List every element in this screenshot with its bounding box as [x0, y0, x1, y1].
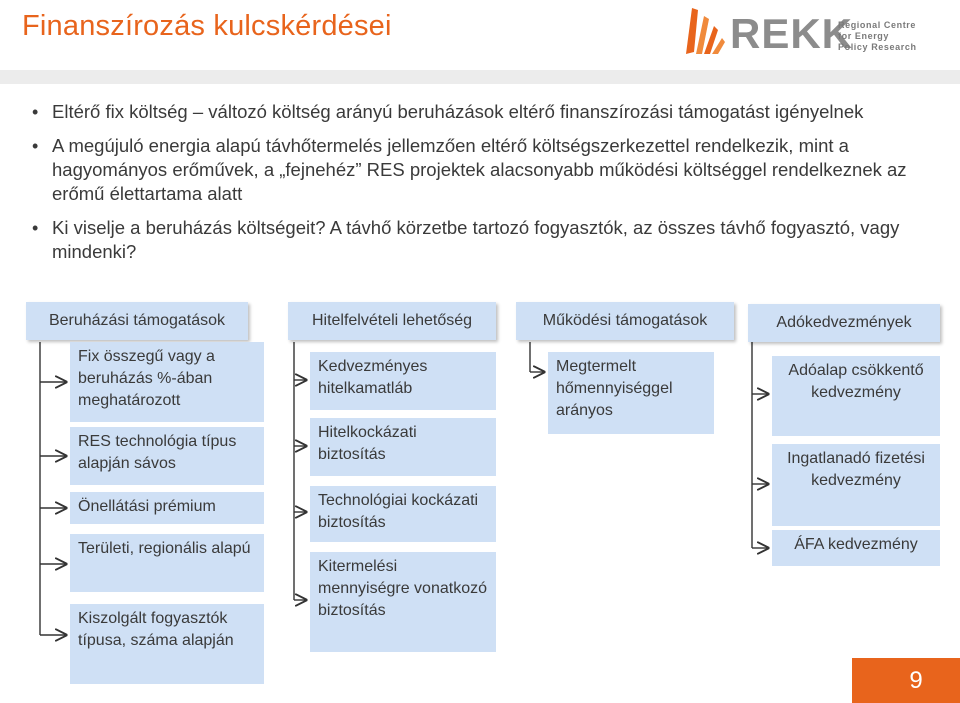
list-item: Technológiai kockázati biztosítás [310, 486, 496, 542]
list-item: Kiszolgált fogyasztók típusa, száma alapján [70, 604, 264, 684]
bullet-item: • A megújuló energia alapú távhőtermelés jellemzően eltérő költségszerkezettel rendelkezik, mint a hagyományos erőművek, a „fejnehéz” RES projektek alacsonyabb működési költséggel rendelkeznek az erőmű élettartama alatt [32, 135, 907, 204]
logo-subtitle-line: Policy Research [838, 42, 917, 52]
logo-word: REKK [730, 10, 854, 57]
list-item: Területi, regionális alapú [70, 534, 264, 592]
list-item: Ingatlanadó fizetési kedvezmény [772, 444, 940, 526]
column-header-beruhazasi: Beruházási támogatások [26, 302, 248, 340]
list-item: Adóalap csökkentő kedvezmény [772, 356, 940, 436]
slide-title: Finanszírozás kulcskérdései [22, 10, 392, 42]
logo-subtitle-line: for Energy [838, 31, 890, 41]
list-item: Hitelkockázati biztosítás [310, 418, 496, 476]
bullet-item: • Eltérő fix költség – változó költség arányú beruházások eltérő finanszírozási támogatást igényelnek [32, 101, 864, 122]
list-item: Önellátási prémium [70, 492, 264, 524]
list-item: Kedvezményes hitelkamatláb [310, 352, 496, 410]
logo-subtitle-line: Regional Centre [838, 20, 917, 30]
bullet-dot-icon: • [32, 136, 39, 156]
bullet-dot-icon: • [32, 218, 39, 238]
list-item: Fix összegű vagy a beruházás %-ában meghatározott [70, 342, 264, 422]
column-header-hitelfelveteli: Hitelfelvételi lehetőség [288, 302, 496, 340]
bullet-dot-icon: • [32, 102, 39, 122]
page-number: 9 [852, 658, 960, 703]
bullet-item: • Ki viselje a beruházás költségeit? A távhő körzetbe tartozó fogyasztók, az összes távhő fogyasztó, vagy mindenki? [32, 217, 900, 262]
list-item: Kitermelési mennyiségre vonatkozó biztosítás [310, 552, 496, 652]
list-item: ÁFA kedvezmény [772, 530, 940, 566]
column-header-adokedvezmenyek: Adókedvezmények [748, 304, 940, 342]
column-header-mukodesi: Működési támogatások [516, 302, 734, 340]
list-item: Megtermelt hőmennyiséggel arányos [548, 352, 714, 434]
list-item: RES technológia típus alapján sávos [70, 427, 264, 485]
